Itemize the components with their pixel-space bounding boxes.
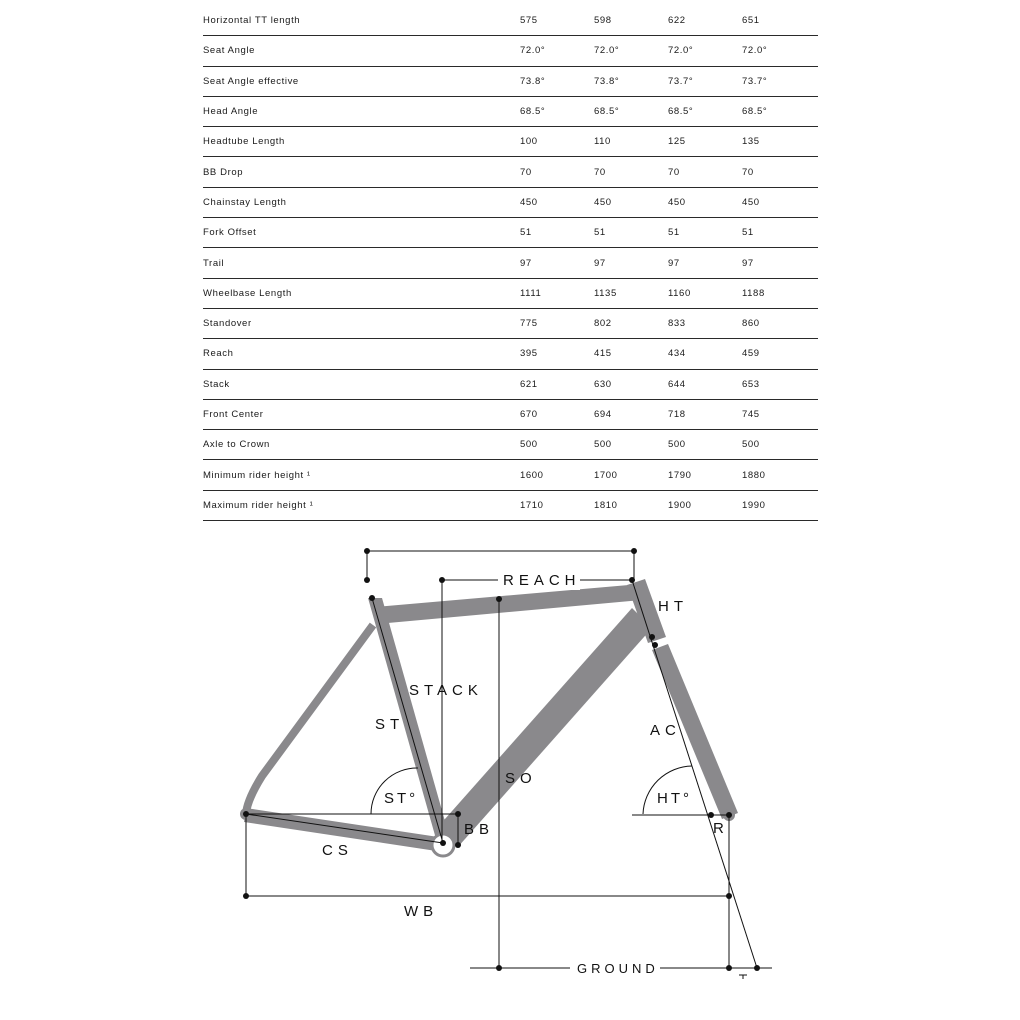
- row-value: 97: [594, 248, 668, 278]
- point: [243, 893, 249, 899]
- row-value: 1135: [594, 278, 668, 308]
- row-label: Seat Angle effective: [203, 66, 520, 96]
- row-value: 70: [668, 157, 742, 187]
- row-value: 621: [520, 369, 594, 399]
- point: [455, 811, 461, 817]
- row-value: 1810: [594, 490, 668, 520]
- row-value: 1990: [742, 490, 818, 520]
- row-label: Axle to Crown: [203, 430, 520, 460]
- row-value: 97: [520, 248, 594, 278]
- row-value: 653: [742, 369, 818, 399]
- row-value: 73.7°: [668, 66, 742, 96]
- row-value: 70: [520, 157, 594, 187]
- row-value: 802: [594, 308, 668, 338]
- stack-label: STACK: [409, 682, 483, 699]
- row-value: 72.0°: [594, 36, 668, 66]
- wb-label: WB: [404, 903, 439, 920]
- row-value: 860: [742, 308, 818, 338]
- row-value: 395: [520, 339, 594, 369]
- point: [369, 595, 375, 601]
- point: [440, 840, 446, 846]
- row-label: Reach: [203, 339, 520, 369]
- row-label: Wheelbase Length: [203, 278, 520, 308]
- row-label: Seat Angle: [203, 36, 520, 66]
- row-value: 500: [594, 430, 668, 460]
- row-value: 500: [520, 430, 594, 460]
- row-value: 125: [668, 127, 742, 157]
- row-value: 73.7°: [742, 66, 818, 96]
- point: [726, 812, 732, 818]
- row-value: 434: [668, 339, 742, 369]
- row-label: Trail: [203, 248, 520, 278]
- ht-label: HT: [658, 598, 688, 615]
- row-value: 670: [520, 399, 594, 429]
- row-value: 1880: [742, 460, 818, 490]
- row-value: 459: [742, 339, 818, 369]
- row-value: 775: [520, 308, 594, 338]
- point: [364, 577, 370, 583]
- row-value: 97: [742, 248, 818, 278]
- row-value: 68.5°: [594, 96, 668, 126]
- row-label: BB Drop: [203, 157, 520, 187]
- row-value: 110: [594, 127, 668, 157]
- down-tube: [437, 608, 652, 848]
- so-label: SO: [505, 770, 537, 787]
- row-value: 651: [742, 6, 818, 36]
- row-label: Horizontal TT length: [203, 6, 520, 36]
- row-value: 51: [520, 218, 594, 248]
- row-value: 450: [520, 187, 594, 217]
- point: [496, 596, 502, 602]
- cs-line: [246, 814, 443, 843]
- row-label: Head Angle: [203, 96, 520, 126]
- cs-label: CS: [322, 842, 353, 859]
- st-angle-label: ST°: [384, 790, 419, 807]
- point: [439, 577, 445, 583]
- point: [629, 577, 635, 583]
- row-label: Chainstay Length: [203, 187, 520, 217]
- row-value: 73.8°: [594, 66, 668, 96]
- row-label: Maximum rider height ¹: [203, 490, 520, 520]
- bb-label: BB: [464, 821, 495, 838]
- row-value: 1710: [520, 490, 594, 520]
- point: [364, 548, 370, 554]
- ac-label: AC: [650, 722, 681, 739]
- row-value: 1600: [520, 460, 594, 490]
- row-value: 68.5°: [668, 96, 742, 126]
- reach-label: REACH: [503, 572, 581, 589]
- row-value: 1188: [742, 278, 818, 308]
- row-value: 450: [594, 187, 668, 217]
- row-value: 51: [668, 218, 742, 248]
- row-value: 1160: [668, 278, 742, 308]
- row-label: Minimum rider height ¹: [203, 460, 520, 490]
- ground-label: GROUND: [577, 961, 659, 976]
- row-value: 622: [668, 6, 742, 36]
- point: [243, 811, 249, 817]
- st-label: ST: [375, 716, 405, 733]
- row-value: 1790: [668, 460, 742, 490]
- row-value: 70: [742, 157, 818, 187]
- row-value: 72.0°: [742, 36, 818, 66]
- row-value: 450: [668, 187, 742, 217]
- row-value: 51: [742, 218, 818, 248]
- row-value: 72.0°: [668, 36, 742, 66]
- row-value: 68.5°: [742, 96, 818, 126]
- row-value: 415: [594, 339, 668, 369]
- row-value: 70: [594, 157, 668, 187]
- point: [754, 965, 760, 971]
- point: [496, 965, 502, 971]
- ht-angle-label: HT°: [657, 790, 692, 807]
- row-value: 500: [742, 430, 818, 460]
- point: [649, 634, 655, 640]
- row-value: 51: [594, 218, 668, 248]
- point: [631, 548, 637, 554]
- point: [455, 842, 461, 848]
- seat-stay: [246, 625, 373, 814]
- row-label: Fork Offset: [203, 218, 520, 248]
- row-value: 718: [668, 399, 742, 429]
- row-value: 72.0°: [520, 36, 594, 66]
- row-label: Front Center: [203, 399, 520, 429]
- row-value: 694: [594, 399, 668, 429]
- row-value: 833: [668, 308, 742, 338]
- row-value: 745: [742, 399, 818, 429]
- point: [726, 965, 732, 971]
- row-value: 1900: [668, 490, 742, 520]
- row-value: 500: [668, 430, 742, 460]
- row-value: 598: [594, 6, 668, 36]
- row-value: 575: [520, 6, 594, 36]
- row-value: 1111: [520, 278, 594, 308]
- point: [652, 642, 658, 648]
- row-value: 135: [742, 127, 818, 157]
- row-label: Headtube Length: [203, 127, 520, 157]
- row-value: 450: [742, 187, 818, 217]
- r-label: R: [713, 820, 729, 837]
- point: [708, 812, 714, 818]
- row-label: Standover: [203, 308, 520, 338]
- point: [726, 893, 732, 899]
- row-label: Stack: [203, 369, 520, 399]
- row-value: 630: [594, 369, 668, 399]
- row-value: 68.5°: [520, 96, 594, 126]
- row-value: 73.8°: [520, 66, 594, 96]
- row-value: 100: [520, 127, 594, 157]
- row-value: 644: [668, 369, 742, 399]
- row-value: 1700: [594, 460, 668, 490]
- row-value: 97: [668, 248, 742, 278]
